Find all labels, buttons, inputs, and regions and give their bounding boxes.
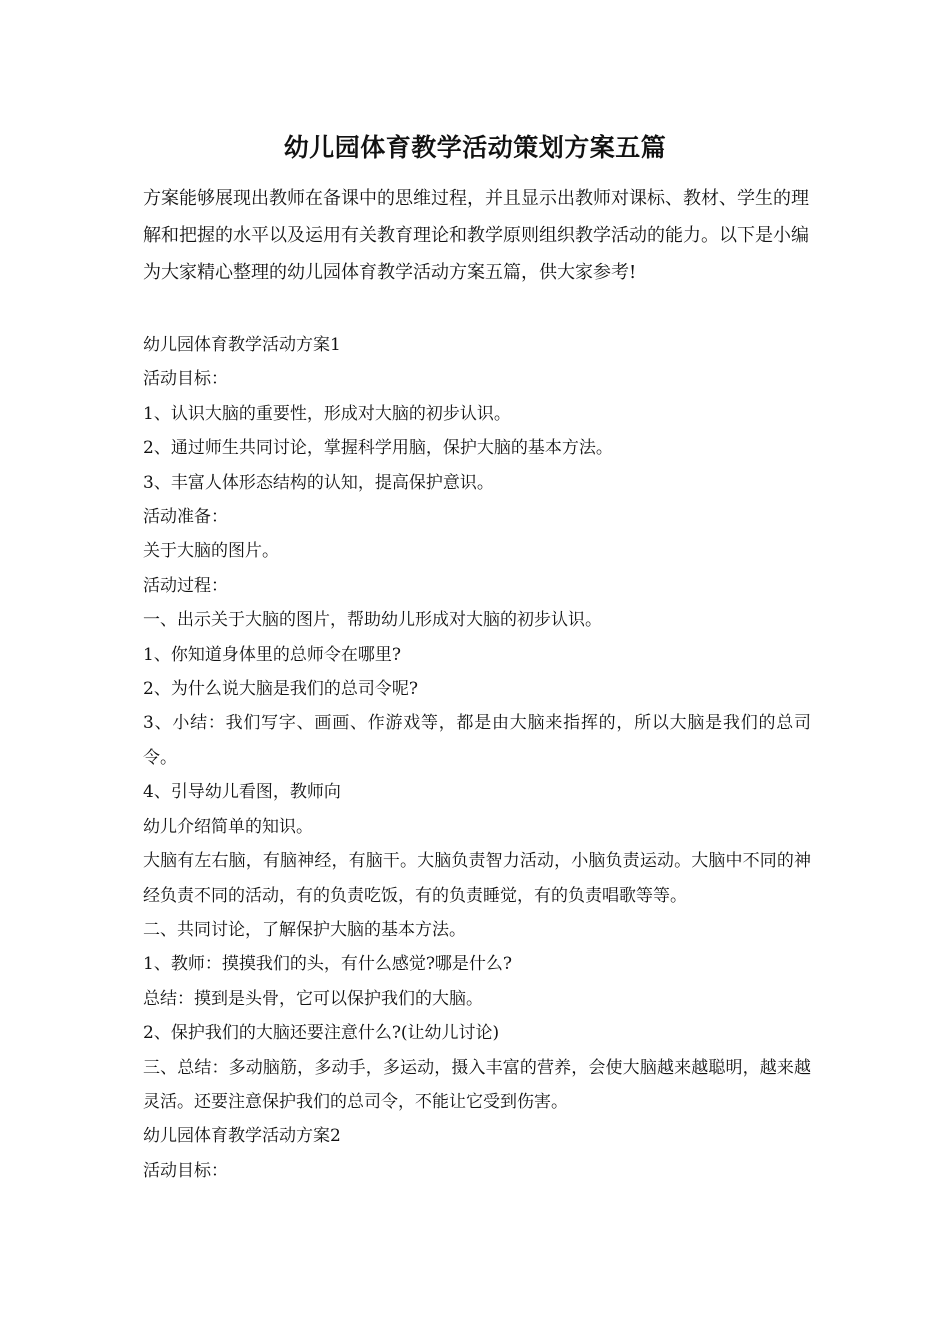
body-line: 活动准备： (143, 507, 228, 528)
body-line: 1、认识大脑的重要性，形成对大脑的初步认识。 (143, 403, 511, 424)
body-line: 2、保护我们的大脑还要注意什么?(让幼儿讨论) (143, 1023, 500, 1044)
body-line: 总结：摸到是头骨，它可以保护我们的大脑。 (143, 988, 483, 1009)
body-line: 活动目标： (143, 1160, 228, 1181)
body-line: 2、通过师生共同讨论，掌握科学用脑，保护大脑的基本方法。 (143, 438, 613, 459)
section-heading: 幼儿园体育教学活动方案2 (143, 1126, 341, 1147)
body-line: 1、教师：摸摸我们的头，有什么感觉?哪是什么? (143, 954, 513, 975)
body-line: 一、出示关于大脑的图片，帮助幼儿形成对大脑的初步认识。 (143, 610, 602, 631)
body-line: 活动目标： (143, 369, 228, 390)
section-heading: 幼儿园体育教学活动方案1 (143, 335, 341, 355)
body-line: 二、共同讨论，了解保护大脑的基本方法。 (143, 919, 466, 940)
body-line: 3、丰富人体形态结构的认知，提高保护意识。 (143, 472, 494, 493)
body-line: 幼儿介绍简单的知识。 (143, 816, 313, 837)
body-paragraph: 大脑有左右脑，有脑神经，有脑干。大脑负责智力活动，小脑负责运动。大脑中不同的神经负责不同的活动，有的负责吃饭，有的负责睡觉，有的负责唱歌等等。 (143, 851, 811, 906)
body-line: 4、引导幼儿看图，教师向 (143, 782, 341, 803)
body-line: 活动过程： (143, 575, 228, 596)
body-line: 1、你知道身体里的总师令在哪里? (143, 644, 401, 665)
document-title: 幼儿园体育教学活动策划方案五篇 (283, 133, 667, 162)
body-paragraph: 三、总结：多动脑筋，多动手，多运动，摄入丰富的营养，会使大脑越来越聪明，越来越灵活。还要注意保护我们的总司令，不能让它受到伤害。 (143, 1057, 811, 1112)
body-paragraph: 3、小结：我们写字、画画、作游戏等，都是由大脑来指挥的，所以大脑是我们的总司令。 (143, 713, 811, 768)
body-line: 2、为什么说大脑是我们的总司令呢? (143, 679, 418, 700)
document-body (143, 328, 811, 1188)
body-line: 关于大脑的图片。 (143, 541, 279, 562)
intro-paragraph: 方案能够展现出教师在备课中的思维过程，并且显示出教师对课标、教材、学生的理解和把握的水平以及运用有关教育理论和教学原则组织教学活动的能力。以下是小编为大家精心整理的幼儿园体育教学活动方案五篇，供大家参考! (143, 188, 809, 283)
